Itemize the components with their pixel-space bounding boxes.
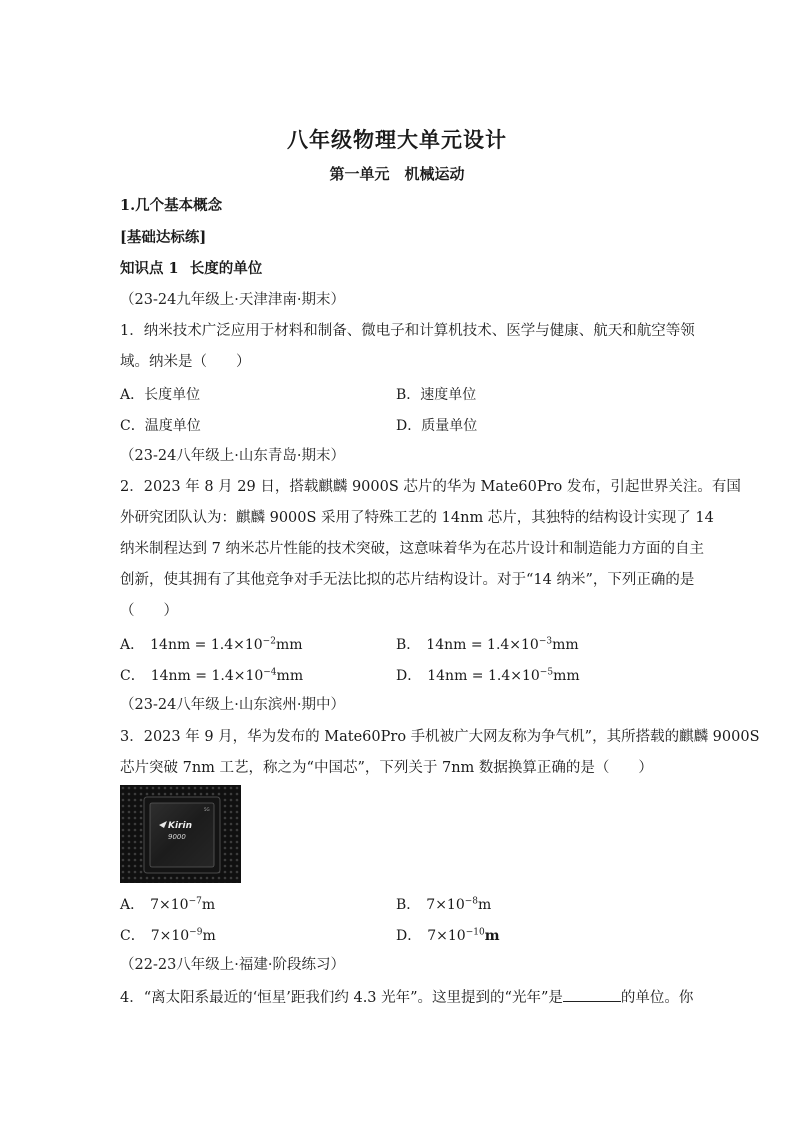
q1-stem-line2: 域。纳米是（ ） <box>120 354 251 370</box>
document-title: 八年级物理大单元设计 <box>287 127 507 152</box>
q3-option-a: A． $7\times 10^{-7}m$ <box>120 896 216 913</box>
knowledge-point-label: 知识点 1 <box>120 260 179 277</box>
q1-option-b: B．速度单位 <box>396 387 477 403</box>
q3-option-b: B． $7\times 10^{-8}m$ <box>396 896 492 913</box>
q2-source: （23-24八年级上·山东青岛·期末） <box>120 448 346 464</box>
q3-source: （23-24八年级上·山东滨州·期中） <box>120 697 346 713</box>
q1-stem-line1: 1．纳米技术广泛应用于材料和制备、微电子和计算机技术、医学与健康、航天和航空等领 <box>120 323 695 339</box>
q4-stem-line1: 4．“离太阳系最近的‘恒星’距我们约 4.3 光年”。这里提到的“光年”是 的单位。你 <box>120 987 693 1008</box>
chip-model: 9000 <box>168 833 186 841</box>
q2-stem-line5: （ ） <box>120 603 178 619</box>
q2-stem-line4: 创新，使其拥有了其他竞争对手无法比拟的芯片结构设计。对于“14 纳米”，下列正确的是 <box>120 572 695 588</box>
chip-brand: Kirin <box>168 821 192 831</box>
chip-tag: 5G <box>204 807 210 812</box>
q4-source: （22-23八年级上·福建·阶段练习） <box>120 957 346 973</box>
q2-option-d: D． $14nm = 1.4\times 10^{-5}mm$ <box>396 667 580 684</box>
q1-option-d: D．质量单位 <box>396 418 478 434</box>
knowledge-point-title: 长度的单位 <box>189 260 263 277</box>
q1-source: （23-24九年级上·天津津南·期末） <box>120 292 346 308</box>
q3-option-c: C． $7\times 10^{-9}m$ <box>120 927 216 944</box>
q2-stem-line2: 外研究团队认为：麒麟 9000S 采用了特殊工艺的 14nm 芯片，其独特的结构设计实现了 14 <box>120 510 714 526</box>
q3-stem-line2: 芯片突破 7nm 工艺，称之为“中国芯”，下列关于 7nm 数据换算正确的是（ ） <box>120 760 653 776</box>
kirin-chip-image <box>120 785 241 883</box>
knowledge-point-heading <box>120 259 262 279</box>
q2-option-a: A． $14nm = 1.4\times 10^{-2}mm$ <box>120 636 303 653</box>
q1-option-a: A．长度单位 <box>120 387 201 403</box>
unit-title: 第一单元 机械运动 <box>329 165 465 183</box>
q2-stem-line3: 纳米制程达到 7 纳米芯片性能的技术突破，这意味着华为在芯片设计和制造能力方面的自主 <box>120 541 704 557</box>
q1-option-c: C．温度单位 <box>120 418 201 434</box>
q2-option-c: C． $14nm = 1.4\times 10^{-4}mm$ <box>120 667 304 684</box>
practice-tag: [基础达标练] <box>120 229 207 246</box>
q2-option-b: B． $14nm = 1.4\times 10^{-3}mm$ <box>396 636 579 653</box>
chip-illustration <box>120 785 241 883</box>
q3-stem-line1: 3．2023 年 9 月，华为发布的 Mate60Pro 手机被广大网友称为争气机”，其所搭载的麒麟 9000S <box>120 729 760 745</box>
q3-option-d: D． $7\times 10^{-10}m$ <box>396 927 500 944</box>
section-heading: 1.几个基本概念 <box>120 197 223 214</box>
q4-answer-blank[interactable] <box>563 987 621 1002</box>
q2-stem-line1: 2．2023 年 8 月 29 日，搭载麒麟 9000S 芯片的华为 Mate60Pro 发布，引起世界关注。有国 <box>120 479 741 495</box>
